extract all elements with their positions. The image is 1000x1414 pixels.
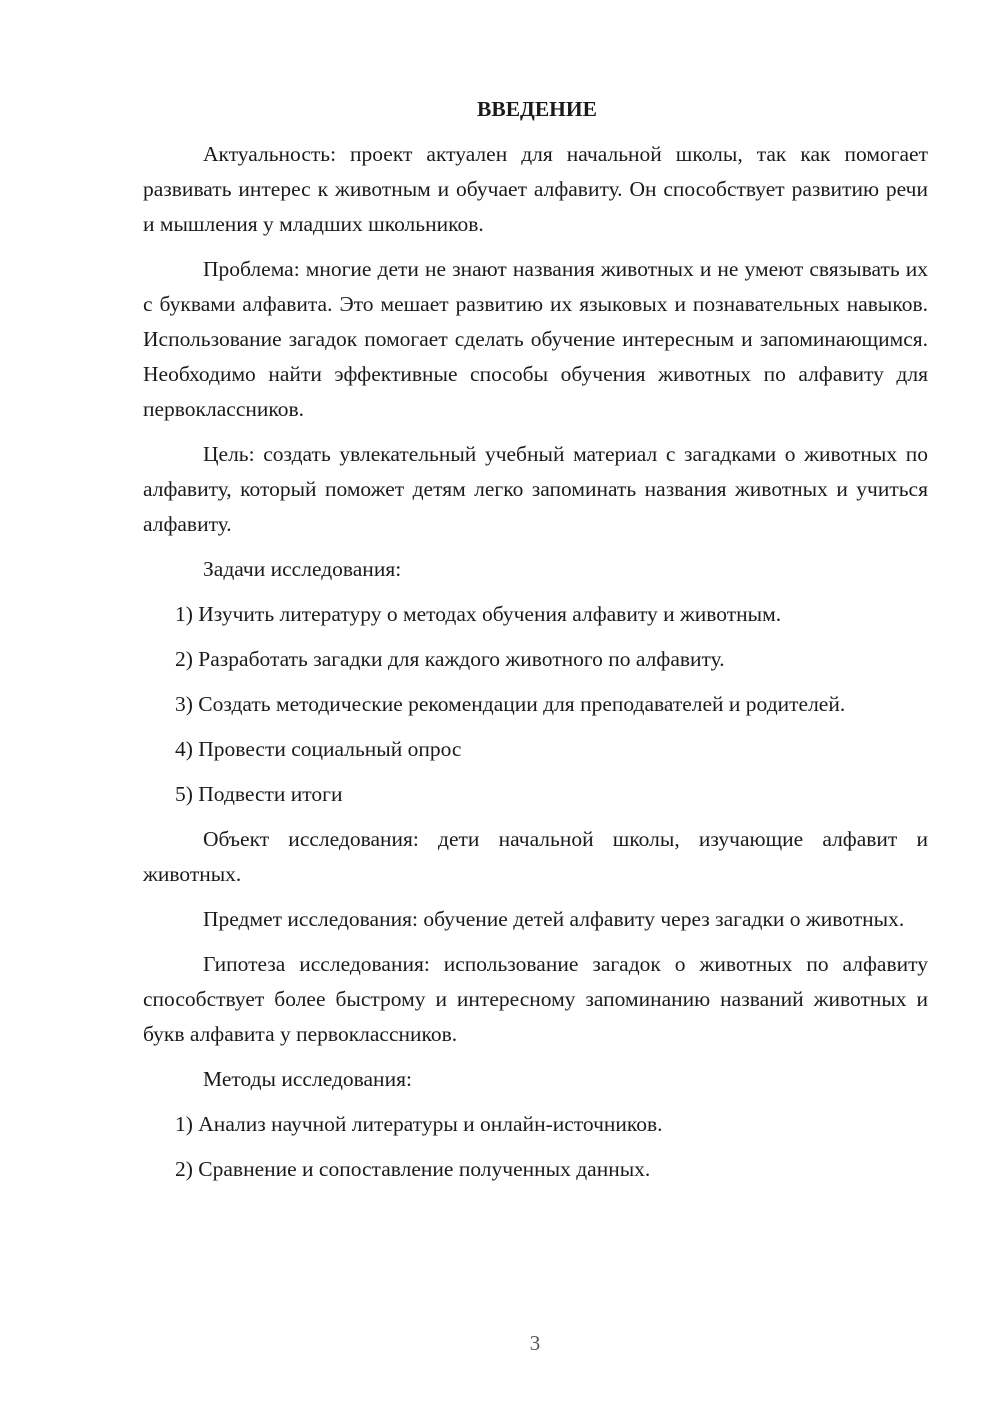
problem-paragraph: Проблема: многие дети не знают названия животных и не умеют связывать их с буквами алфавита. Это мешает развитию их языковых и познавательных навыков. Использование загадок помогает сделать обучение интересным и запоминающимся. Необходимо найти эффективные способы обучения животных по алфавиту для первоклассников. bbox=[143, 257, 928, 421]
object-paragraph: Объект исследования: дети начальной школы, изучающие алфавит и животных. bbox=[143, 827, 928, 886]
hypothesis-paragraph: Гипотеза исследования: использование загадок о животных по алфавиту способствует более быстрому и интересному запоминанию названий животных и букв алфавита у первоклассников. bbox=[143, 952, 928, 1046]
task-item-4: 4) Провести социальный опрос bbox=[175, 737, 462, 761]
methods-heading: Методы исследования: bbox=[203, 1067, 412, 1091]
goal-paragraph: Цель: создать увлекательный учебный материал с загадками о животных по алфавиту, который поможет детям легко запоминать названия животных и учиться алфавиту. bbox=[143, 442, 928, 536]
method-item-2: 2) Сравнение и сопоставление полученных данных. bbox=[175, 1157, 651, 1181]
method-item-1: 1) Анализ научной литературы и онлайн-источников. bbox=[175, 1112, 663, 1136]
task-item-3: 3) Создать методические рекомендации для преподавателей и родителей. bbox=[175, 692, 846, 716]
subject-paragraph: Предмет исследования: обучение детей алфавиту через загадки о животных. bbox=[203, 907, 905, 931]
relevance-paragraph: Актуальность: проект актуален для начальной школы, так как помогает развивать интерес к животным и обучает алфавиту. Он способствует развитию речи и мышления у младших школьников. bbox=[143, 142, 928, 236]
task-item-2: 2) Разработать загадки для каждого животного по алфавиту. bbox=[175, 647, 725, 671]
page-number: 3 bbox=[529, 1331, 541, 1355]
task-item-1: 1) Изучить литературу о методах обучения алфавиту и животным. bbox=[175, 602, 782, 626]
page-title: ВВЕДЕНИЕ bbox=[477, 97, 597, 121]
document-body bbox=[143, 92, 928, 1197]
tasks-heading: Задачи исследования: bbox=[203, 557, 402, 581]
task-item-5: 5) Подвести итоги bbox=[175, 782, 343, 806]
